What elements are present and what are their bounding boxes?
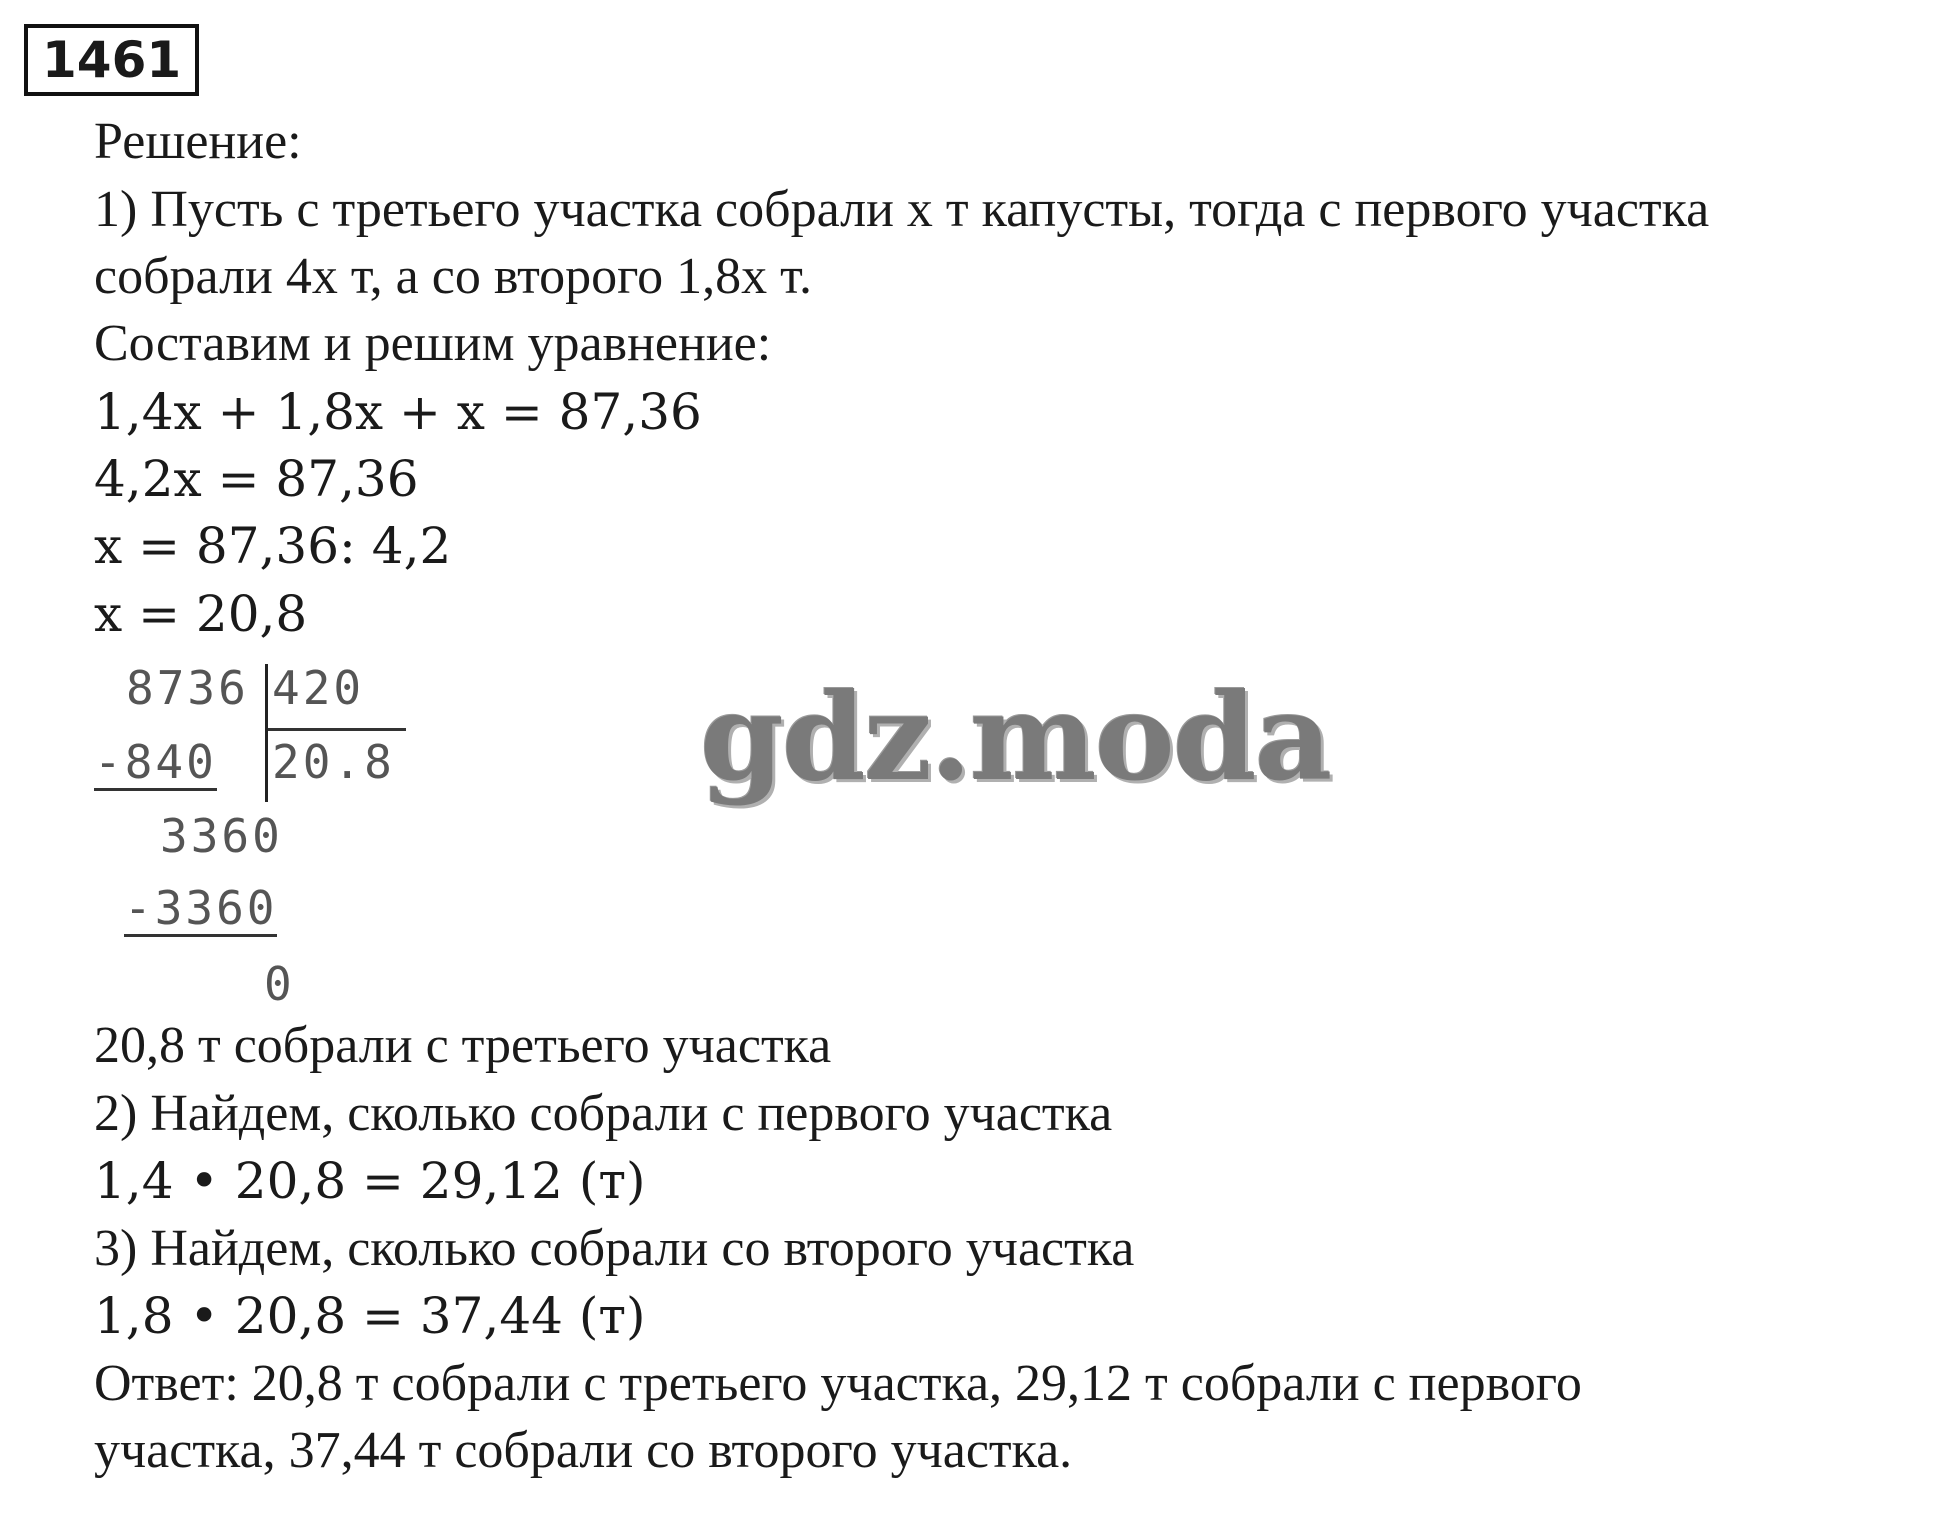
division-divisor: 420 <box>272 661 365 715</box>
step3-text: 3) Найдем, сколько собрали со второго участка <box>94 1220 1135 1277</box>
equation-3: x = 87,36: 4,2 <box>94 517 452 575</box>
result-third-plot: 20,8 т собрали с третьего участка <box>94 1017 832 1074</box>
division-dividend: 8736 <box>126 661 249 715</box>
division-quotient: 20.8 <box>272 735 395 789</box>
equation-4: x = 20,8 <box>94 585 308 643</box>
equation-1: 1,4x + 1,8x + x = 87,36 <box>94 383 702 441</box>
division-first-subtrahend: -840 <box>94 735 217 789</box>
step2-text: 2) Найдем, сколько собрали с первого участка <box>94 1085 1113 1142</box>
watermark-logo: gdz.moda <box>700 667 1331 808</box>
division-remainder-1: 3360 <box>160 809 283 863</box>
problem-number: 1461 <box>24 24 199 96</box>
division-vertical-bar <box>265 664 268 802</box>
compose-equation-text: Составим и решим уравнение: <box>94 315 772 372</box>
solution-heading: Решение: <box>94 113 302 170</box>
answer-line2: участка, 37,44 т собрали со второго участка. <box>94 1422 1073 1479</box>
step1-line1: 1) Пусть с третьего участка собрали x т капусты, тогда с первого участка <box>94 181 1710 238</box>
answer-line1: Ответ: 20,8 т собрали с третьего участка, 29,12 т собрали с первого <box>94 1355 1582 1412</box>
division-divisor-underline <box>268 728 406 731</box>
calculation-first-plot: 1,4 • 20,8 = 29,12 (т) <box>94 1152 646 1210</box>
division-second-subtrahend: -3360 <box>124 881 278 935</box>
calculation-second-plot: 1,8 • 20,8 = 37,44 (т) <box>94 1287 646 1345</box>
step1-line2: собрали 4x т, а со второго 1,8x т. <box>94 248 812 305</box>
division-final-remainder: 0 <box>264 957 295 1011</box>
equation-2: 4,2x = 87,36 <box>94 450 419 508</box>
